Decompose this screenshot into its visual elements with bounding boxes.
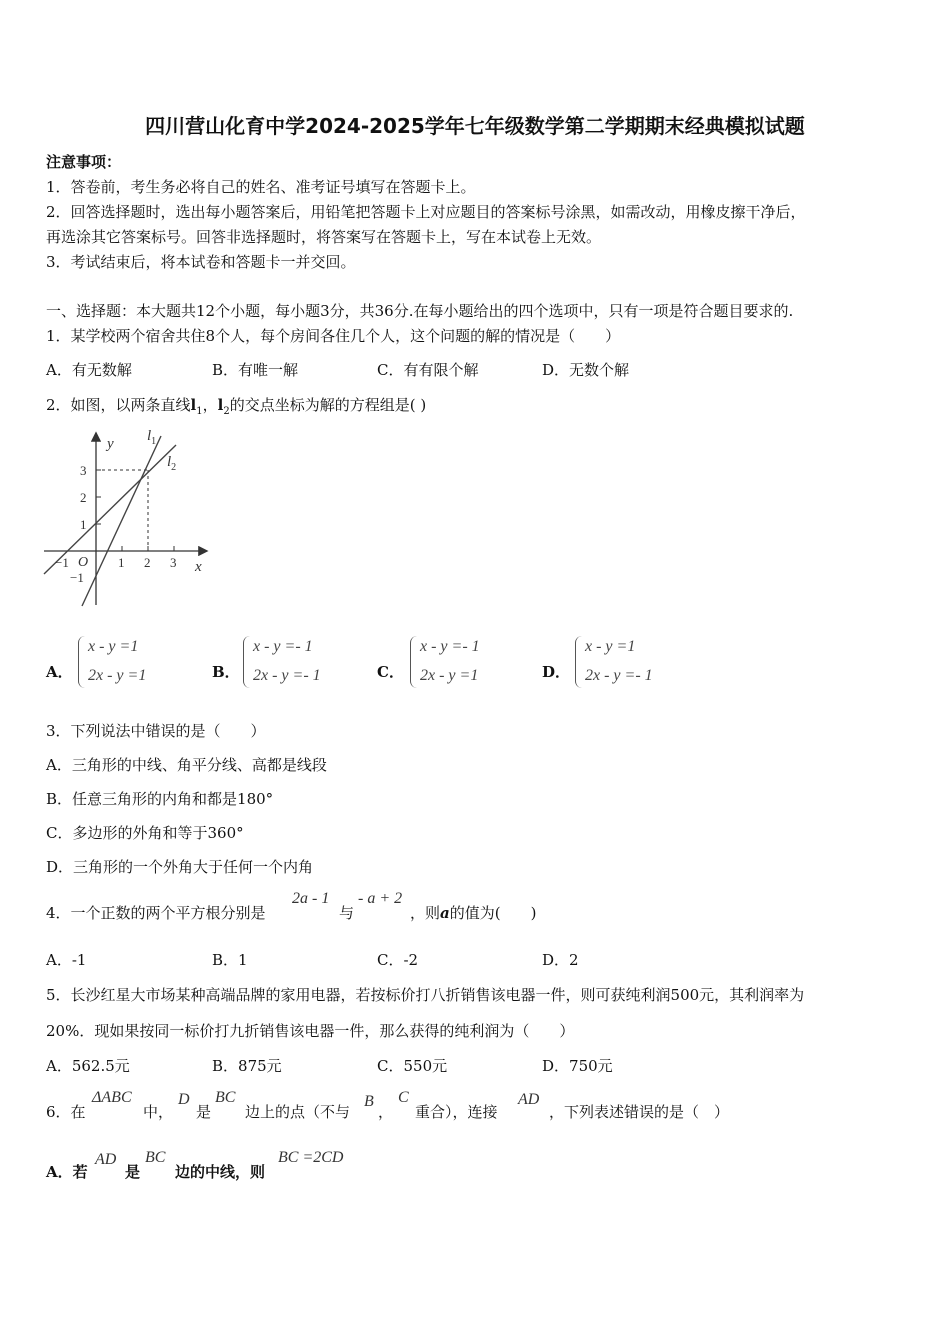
l1-label <box>147 428 156 447</box>
q1-option-d: D．无数个解 <box>542 361 630 379</box>
equation-1: x - y =1 <box>88 638 139 655</box>
equation-2: 2x - y =1 <box>420 667 479 684</box>
q6-math-bc: BC <box>215 1089 236 1106</box>
question-2-stem <box>46 395 426 422</box>
q4-post-2: 的值为( ) <box>449 904 537 922</box>
x-tick-label-1: 1 <box>118 555 125 570</box>
y-tick-label-neg1: −1 <box>70 570 84 585</box>
y-tick-label-1: 1 <box>80 517 87 532</box>
question-4-stem-post <box>410 903 536 923</box>
q4-option-c: C．-2 <box>377 951 419 969</box>
q6-text-7: ，下列表述错误的是（ ） <box>549 1103 730 1121</box>
q3-option-d: D．三角形的一个外角大于任何一个内角 <box>46 858 314 876</box>
section-heading: 一、选择题：本大题共12个小题，每小题3分，共36分.在每小题给出的四个选项中，只有一项是符合题目要求的. <box>46 302 794 320</box>
notice-item-3: 3．考试结束后，将本试卷和答题卡一并交回。 <box>46 253 356 271</box>
notice-item-2: 2．回答选择题时，选出每小题答案后，用铅笔把答题卡上对应题目的答案标号涂黑，如需改动，用橡皮擦干净后， <box>46 203 806 221</box>
q3-option-c: C．多边形的外角和等于360° <box>46 824 244 842</box>
q2-stem-pre: 2．如图，以两条直线 <box>46 396 191 414</box>
q2-l2: l <box>217 396 224 414</box>
q6-math-triangle: ΔABC <box>92 1089 132 1106</box>
q4-expr-2: - a + 2 <box>358 890 403 907</box>
question-1-stem: 1．某学校两个宿舍共住8个人，每个房间各住几个人，这个问题的解的情况是（ ） <box>46 327 621 345</box>
line-l1 <box>82 436 161 606</box>
origin-label: O <box>78 555 89 570</box>
q6-option-a-math-ad: AD <box>95 1151 117 1168</box>
brace <box>410 636 417 688</box>
q6-text-4: 边上的点（不与 <box>245 1103 351 1121</box>
x-axis-label: x <box>195 559 202 575</box>
l2-label <box>167 454 176 473</box>
q2-option-a-letter: A． <box>46 663 73 681</box>
q2-l2-sub: 2 <box>223 406 230 417</box>
q4-variable: a <box>440 904 450 922</box>
question-5-line-2: 20%．现如果按同一标价打九折销售该电器一件，那么获得的纯利润为（ ） <box>46 1022 575 1040</box>
q6-text-5: ， <box>378 1103 394 1121</box>
y-axis-label: y <box>107 436 114 452</box>
q5-option-c: C．550元 <box>377 1057 448 1075</box>
q4-option-a: A．-1 <box>46 951 87 969</box>
equation-2: 2x - y =- 1 <box>585 667 653 684</box>
question-3-stem: 3．下列说法中错误的是（ ） <box>46 722 266 740</box>
q6-math-c: C <box>398 1089 409 1106</box>
page-title: 四川营山化育中学2024-2025学年七年级数学第二学期期末经典模拟试题 <box>145 114 805 138</box>
q6-option-a-text-3: 边的中线，则 <box>175 1163 266 1181</box>
y-tick-label-2: 2 <box>80 490 87 505</box>
notice-item-1: 1．答卷前，考生务必将自己的姓名、准考证号填写在答题卡上。 <box>46 178 476 196</box>
notice-heading: 注意事项： <box>46 153 122 171</box>
q2-comma: ， <box>202 396 218 414</box>
q6-text-2: 中， <box>143 1103 174 1121</box>
brace <box>78 636 85 688</box>
q5-option-a: A．562.5元 <box>46 1057 130 1075</box>
q6-option-a-text-2: 是 <box>125 1163 141 1181</box>
q1-option-b: B．有唯一解 <box>212 361 299 379</box>
equation-1: x - y =1 <box>585 638 636 655</box>
l2-label-sub: 2 <box>171 462 177 473</box>
q6-option-a-math-eq: BC =2CD <box>278 1149 344 1166</box>
question-4-stem-pre: 4．一个正数的两个平方根分别是 <box>46 904 266 922</box>
l2-label-letter: l <box>167 454 172 470</box>
equation-1: x - y =- 1 <box>253 638 313 655</box>
x-tick-label-3: 3 <box>170 555 177 570</box>
q5-option-b: B．875元 <box>212 1057 282 1075</box>
q4-option-b: B．1 <box>212 951 248 969</box>
q6-text-6: 重合），连接 <box>415 1103 498 1121</box>
q1-option-c: C．有有限个解 <box>377 361 479 379</box>
q6-option-a-text-1: A．若 <box>46 1163 88 1181</box>
y-tick-label-3: 3 <box>80 463 87 478</box>
notice-item-2-cont: 再选涂其它答案标号。回答非选择题时，将答案写在答题卡上，写在本试卷上无效。 <box>46 228 602 246</box>
equation-2: 2x - y =1 <box>88 667 147 684</box>
q6-math-ad: AD <box>518 1091 540 1108</box>
q2-option-c-letter: C． <box>377 663 404 681</box>
q6-option-a-math-bc: BC <box>145 1149 166 1166</box>
q2-l1-sub: 1 <box>196 406 203 417</box>
q3-option-b: B．任意三角形的内角和都是180° <box>46 790 274 808</box>
brace <box>243 636 250 688</box>
q4-option-d: D．2 <box>542 951 579 969</box>
equation-2: 2x - y =- 1 <box>253 667 321 684</box>
q2-option-d-letter: D． <box>542 663 571 681</box>
q4-expr-1: 2a - 1 <box>292 890 330 907</box>
q2-graph <box>40 420 215 615</box>
l1-label-sub: 1 <box>151 436 157 447</box>
l1-label-letter: l <box>147 428 152 444</box>
q2-stem-post: 的交点坐标为解的方程组是( ) <box>229 396 427 414</box>
x-tick-label-2: 2 <box>144 555 151 570</box>
q3-option-a: A．三角形的中线、角平分线、高都是线段 <box>46 756 327 774</box>
x-tick-label-neg1: −1 <box>55 555 69 570</box>
question-5-line-1: 5．长沙红星大市场某种高端品牌的家用电器，若按标价打八折销售该电器一件，则可获纯利润500元，其利润率为 <box>46 986 805 1004</box>
equation-1: x - y =- 1 <box>420 638 480 655</box>
q2-option-b-letter: B． <box>212 663 240 681</box>
q6-text-1: 6．在 <box>46 1103 86 1121</box>
q4-post-1: ，则 <box>410 904 441 922</box>
q1-option-a: A．有无数解 <box>46 361 132 379</box>
brace <box>575 636 582 688</box>
q6-text-3: 是 <box>196 1103 212 1121</box>
q6-math-d: D <box>178 1091 190 1108</box>
q5-option-d: D．750元 <box>542 1057 613 1075</box>
q6-math-b: B <box>364 1093 374 1110</box>
q4-mid: 与 <box>339 904 355 922</box>
q2-l1: l <box>190 396 197 414</box>
